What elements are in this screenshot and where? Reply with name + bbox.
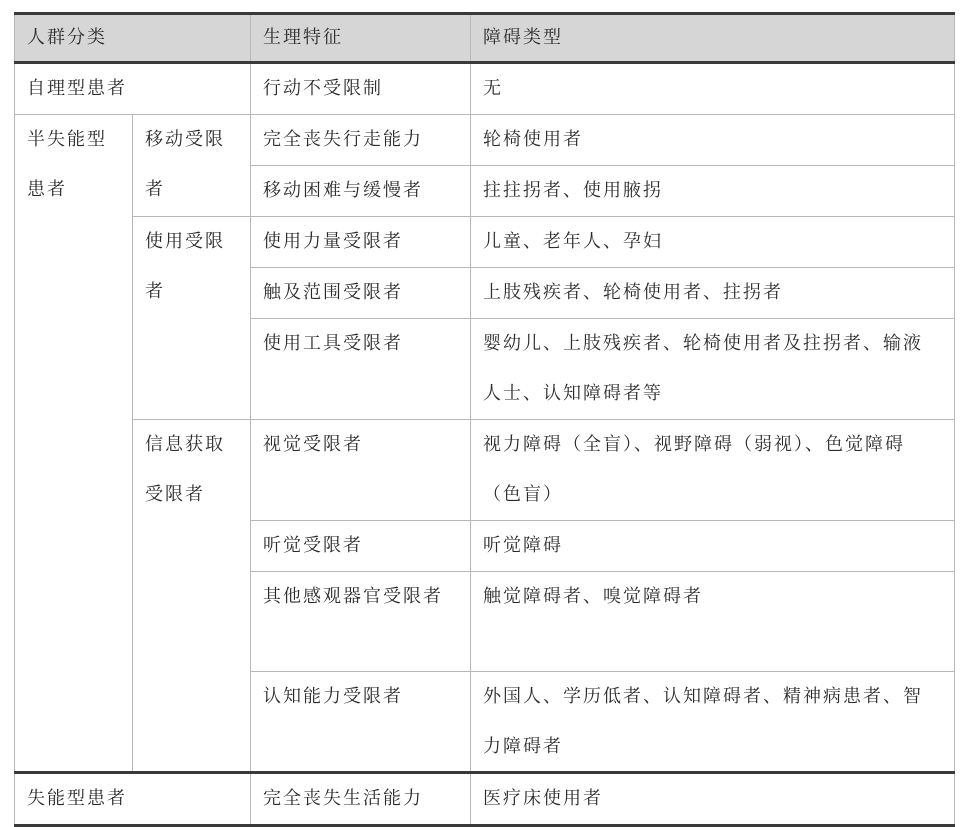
table-row (15, 420, 955, 521)
table-row (15, 63, 955, 115)
header-row (15, 14, 955, 63)
cell-barrier: 儿童、老年人、孕妇 (471, 217, 955, 268)
cell-group-semi (15, 115, 133, 773)
barrier-text: 婴幼儿、上肢残疾者、轮椅使用者及拄拐者、输液人士、认知障碍者等 (483, 333, 923, 404)
cell-physio: 视觉受限者 (251, 420, 471, 521)
classification-table-wrapper (14, 12, 954, 827)
cell-physio: 听觉受限者 (251, 521, 471, 572)
subgroup-usage-label: 使用受限者 (145, 231, 225, 302)
cell-barrier: 医疗床使用者 (471, 773, 955, 826)
cell-subgroup-mobility (133, 115, 251, 217)
cell-subgroup-usage (133, 217, 251, 420)
cell-physio: 触及范围受限者 (251, 268, 471, 319)
cell-physio: 移动困难与缓慢者 (251, 166, 471, 217)
cell-physio: 使用工具受限者 (251, 319, 471, 420)
cell-barrier (471, 420, 955, 521)
group-semi-label: 半失能型患者 (27, 129, 107, 200)
table-row (15, 773, 955, 826)
header-physio: 生理特征 (251, 14, 471, 63)
cell-physio: 行动不受限制 (251, 63, 471, 115)
cell-barrier: 拄拄拐者、使用腋拐 (471, 166, 955, 217)
cell-physio: 认知能力受限者 (251, 672, 471, 773)
cell-subgroup-info (133, 420, 251, 773)
header-group: 人群分类 (15, 14, 251, 63)
cell-physio: 完全丧失行走能力 (251, 115, 471, 166)
physio-text: 其他感观器官受限者 (263, 586, 443, 607)
cell-barrier (471, 672, 955, 773)
header-barrier: 障碍类型 (471, 14, 955, 63)
cell-barrier (471, 319, 955, 420)
patient-classification-table (14, 12, 955, 827)
cell-barrier: 听觉障碍 (471, 521, 955, 572)
barrier-text: 视力障碍（全盲）、视野障碍（弱视）、色觉障碍（色盲） (483, 434, 905, 505)
cell-barrier: 上肢残疾者、轮椅使用者、拄拐者 (471, 268, 955, 319)
cell-barrier: 触觉障碍者、嗅觉障碍者 (471, 572, 955, 672)
subgroup-info-label: 信息获取受限者 (145, 434, 225, 505)
table-row (15, 217, 955, 268)
cell-group-disabled: 失能型患者 (15, 773, 251, 826)
table-row (15, 115, 955, 166)
subgroup-mobility-label: 移动受限者 (145, 129, 225, 200)
cell-group-self-care: 自理型患者 (15, 63, 251, 115)
cell-barrier: 无 (471, 63, 955, 115)
cell-physio: 使用力量受限者 (251, 217, 471, 268)
cell-physio: 完全丧失生活能力 (251, 773, 471, 826)
cell-barrier: 轮椅使用者 (471, 115, 955, 166)
barrier-text: 外国人、学历低者、认知障碍者、精神病患者、智力障碍者 (483, 686, 923, 757)
cell-physio (251, 572, 471, 672)
